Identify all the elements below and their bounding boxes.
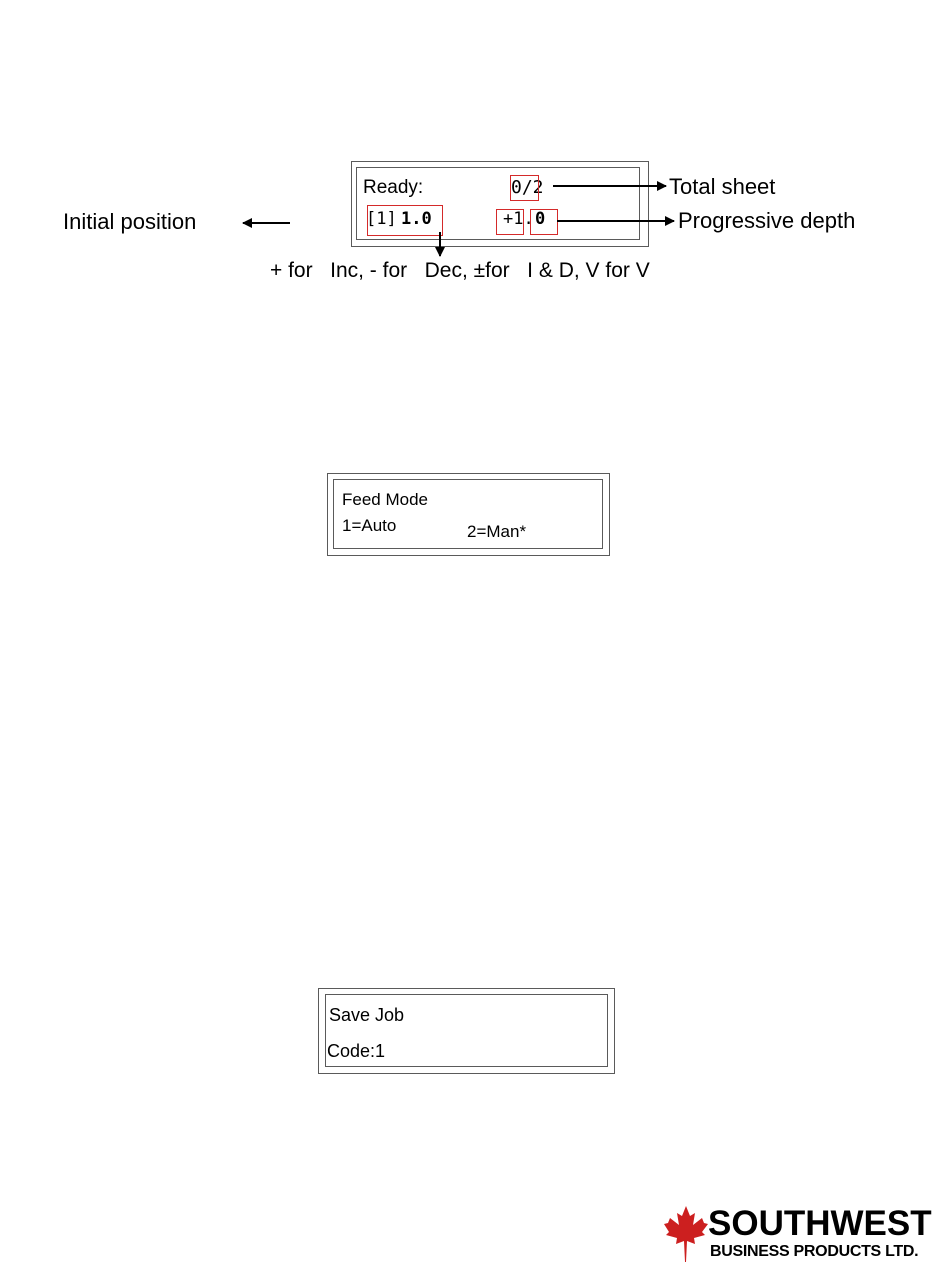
maple-leaf-icon bbox=[664, 1204, 708, 1264]
lcd-status-text: Ready: bbox=[363, 177, 424, 198]
logo-name: SOUTHWEST bbox=[708, 1204, 932, 1243]
lcd-position-bracket: [1] bbox=[366, 209, 397, 229]
progressive-depth-label: Progressive depth bbox=[678, 208, 856, 233]
initial-position-label: Initial position bbox=[63, 209, 197, 234]
save-job-title: Save Job bbox=[329, 1005, 405, 1025]
feed-mode-title: Feed Mode bbox=[342, 490, 428, 509]
save-job-code: Code:1 bbox=[327, 1041, 386, 1061]
sign-legend-text: + for Inc, - for Dec, ±for I & D, V for V bbox=[270, 259, 650, 282]
lcd-depth-decimal: 0 bbox=[535, 209, 546, 229]
callout-arrows bbox=[0, 0, 950, 300]
lcd-depth-sign: +1. bbox=[503, 209, 534, 229]
total-sheet-label: Total sheet bbox=[669, 174, 776, 199]
lcd-position-value: 1.0 bbox=[401, 209, 432, 229]
feed-mode-option-auto: 1=Auto bbox=[342, 516, 397, 535]
feed-mode-option-manual: 2=Man* bbox=[467, 522, 527, 541]
logo-subtitle: BUSINESS PRODUCTS LTD. bbox=[710, 1243, 919, 1260]
lcd-sheet-count: 0/2 bbox=[511, 177, 544, 198]
